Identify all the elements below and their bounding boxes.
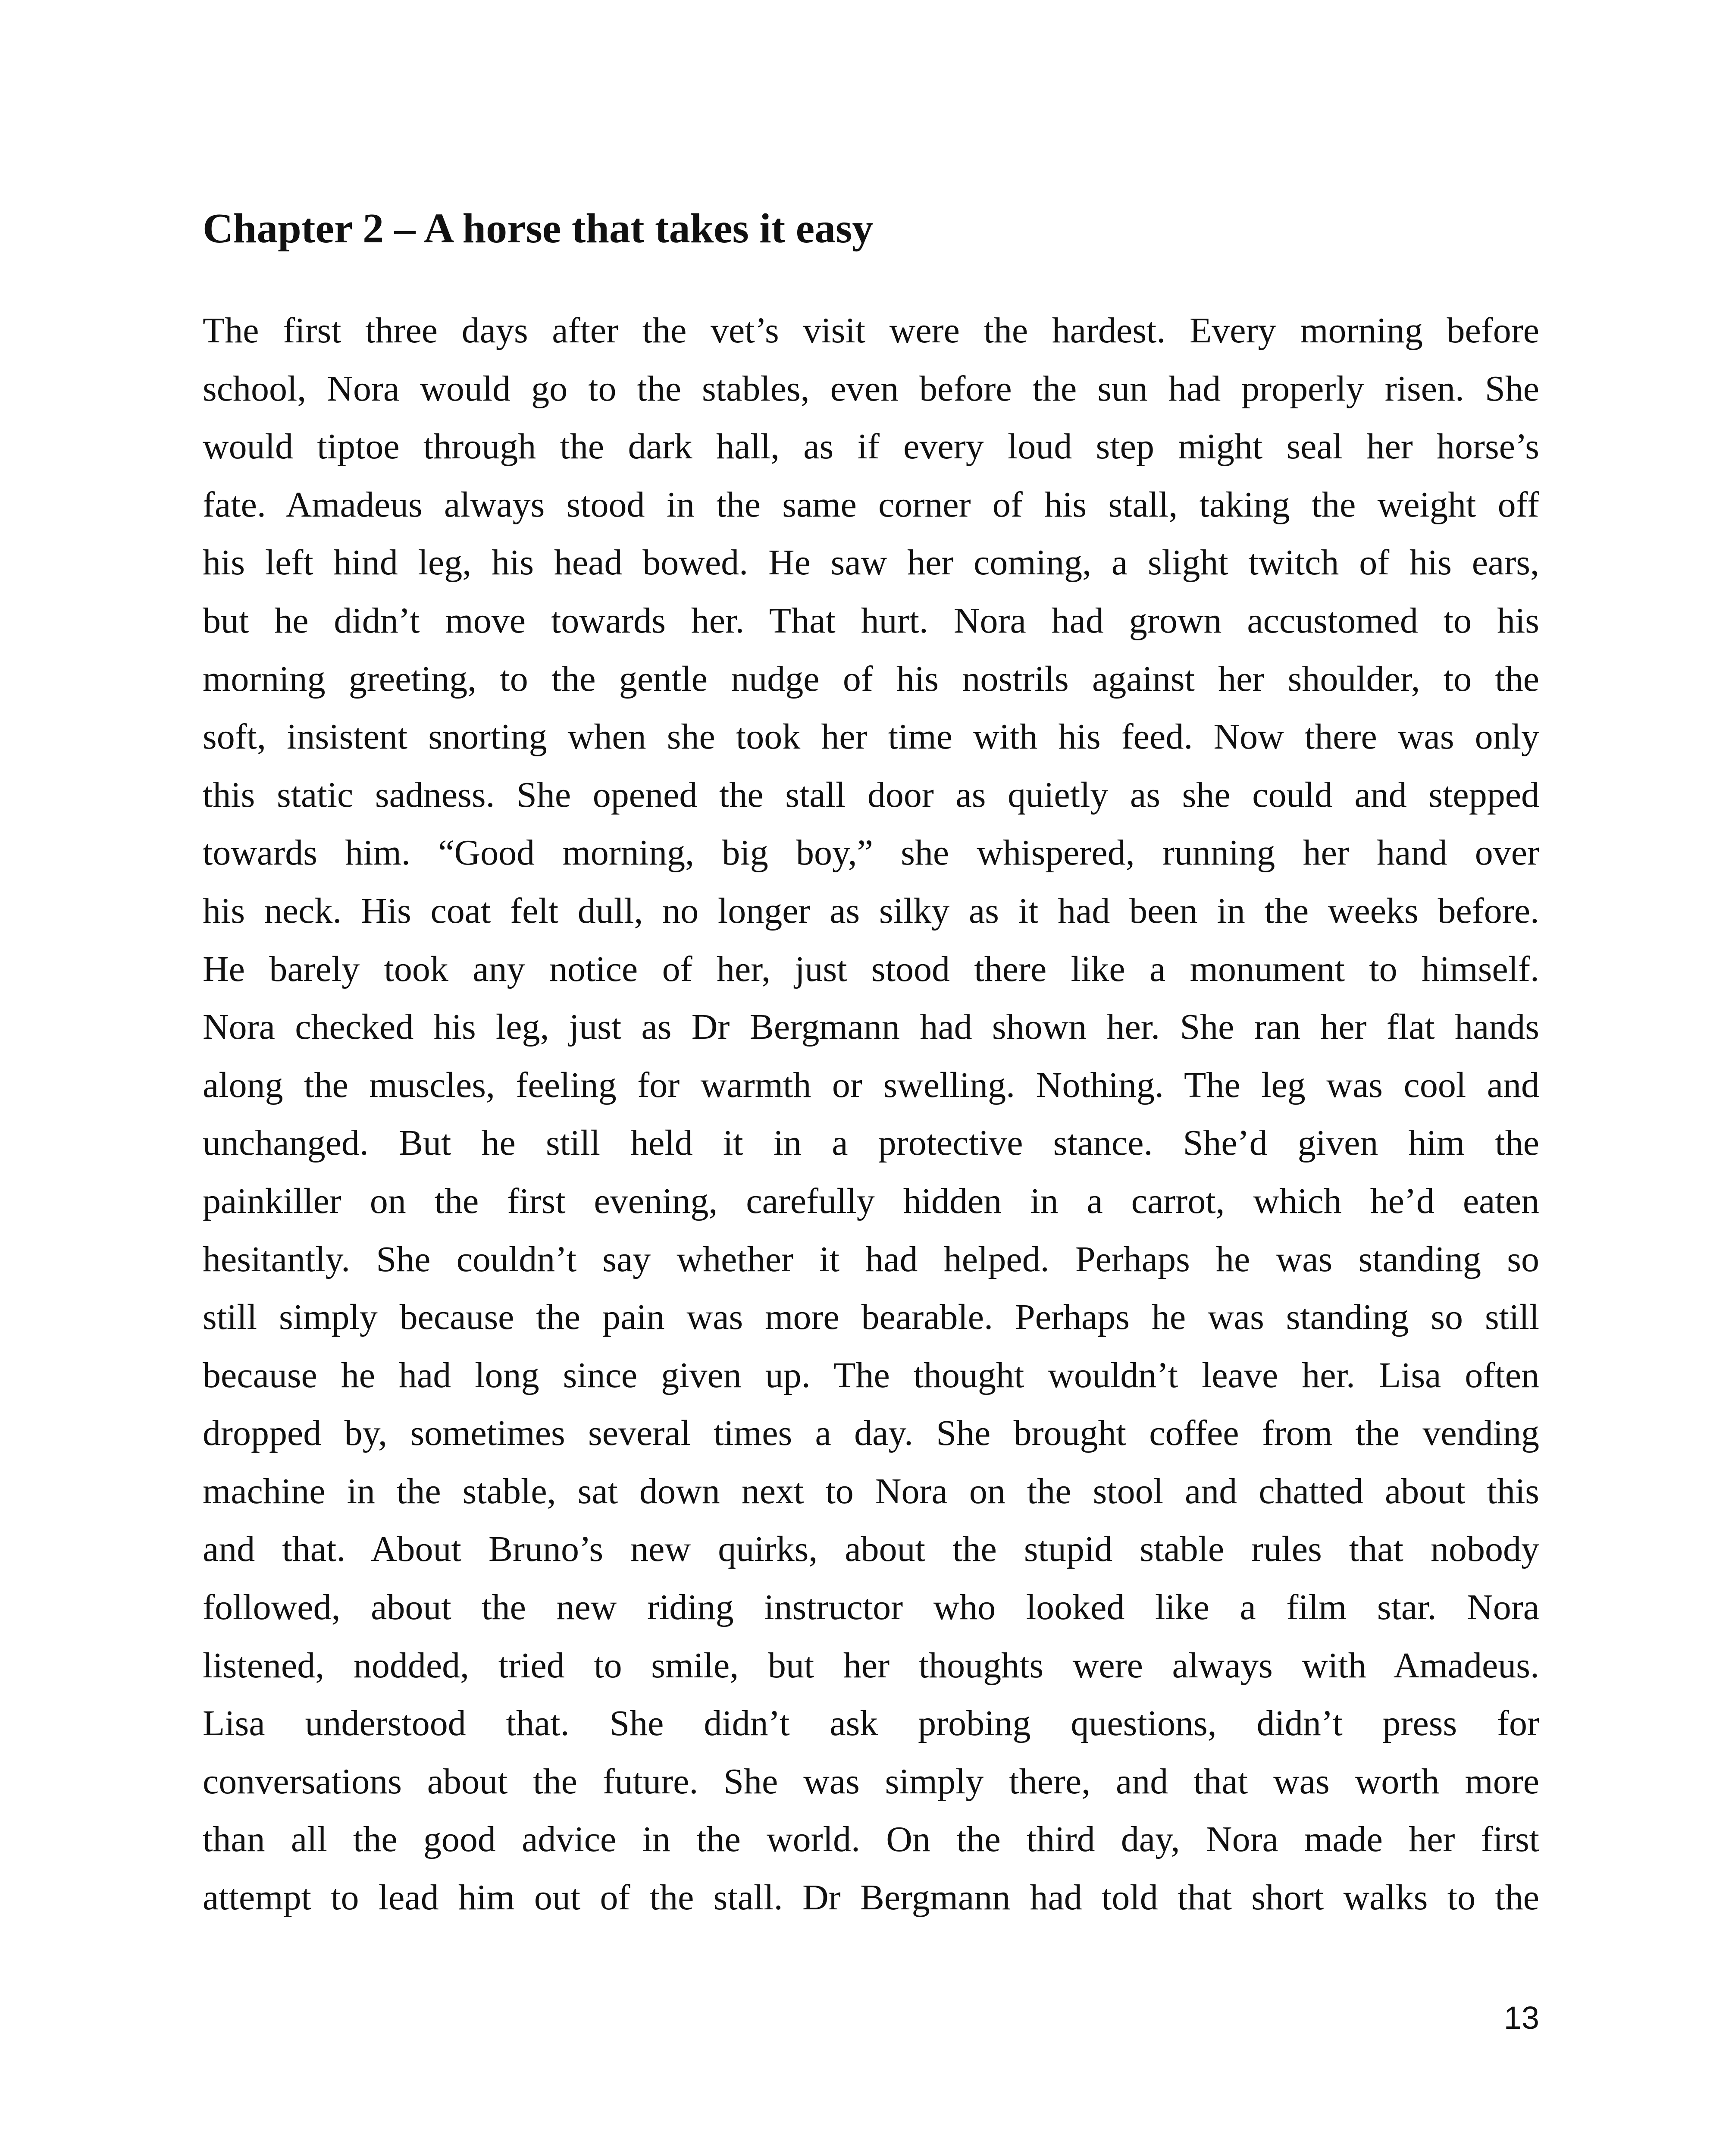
text-line: and that. About Bruno’s new quirks, about the stupid stable rules that nobody: [203, 1529, 1539, 1570]
text-line: because he had long since given up. The thought wouldn’t leave her. Lisa often: [203, 1355, 1539, 1395]
text-line: listened, nodded, tried to smile, but her thoughts were always with Amadeus.: [203, 1645, 1539, 1686]
text-line: along the muscles, feeling for warmth or swelling. Nothing. The leg was cool and: [203, 1065, 1539, 1105]
text-line: hesitantly. She couldn’t say whether it had helped. Perhaps he was standing so: [203, 1239, 1539, 1279]
text-line: Lisa understood that. She didn’t ask probing questions, didn’t press for: [203, 1703, 1539, 1744]
text-line: fate. Amadeus always stood in the same corner of his stall, taking the weight off: [203, 484, 1539, 525]
text-line: soft, insistent snorting when she took her time with his feed. Now there was only: [203, 717, 1539, 757]
text-line: He barely took any notice of her, just stood there like a monument to himself.: [203, 949, 1539, 989]
text-line: still simply because the pain was more bearable. Perhaps he was standing so still: [203, 1297, 1539, 1338]
text-line: attempt to lead him out of the stall. Dr Bergmann had told that short walks to the: [203, 1877, 1539, 1918]
text-line: machine in the stable, sat down next to Nora on the stool and chatted about this: [203, 1471, 1539, 1511]
text-line: school, Nora would go to the stables, even before the sun had properly risen. She: [203, 368, 1539, 409]
text-line: painkiller on the first evening, carefully hidden in a carrot, which he’d eaten: [203, 1181, 1539, 1221]
text-line: than all the good advice in the world. On the third day, Nora made her first: [203, 1819, 1539, 1860]
text-line: conversations about the future. She was simply there, and that was worth more: [203, 1761, 1539, 1802]
text-line: his neck. His coat felt dull, no longer as silky as it had been in the weeks before.: [203, 890, 1539, 931]
text-line: The first three days after the vet’s visit were the hardest. Every morning before: [203, 310, 1539, 351]
text-line: his left hind leg, his head bowed. He saw her coming, a slight twitch of his ears,: [203, 542, 1539, 583]
text-line: but he didn’t move towards her. That hurt. Nora had grown accustomed to his: [203, 600, 1539, 641]
text-line: followed, about the new riding instructor who looked like a film star. Nora: [203, 1587, 1539, 1628]
text-line: unchanged. But he still held it in a protective stance. She’d given him the: [203, 1123, 1539, 1163]
body-text: [203, 302, 1539, 1927]
text-line: Nora checked his leg, just as Dr Bergmann had shown her. She ran her flat hands: [203, 1007, 1539, 1047]
text-line: towards him. “Good morning, big boy,” she whispered, running her hand over: [203, 833, 1539, 873]
page-number: 13: [1503, 2000, 1539, 2036]
text-line: morning greeting, to the gentle nudge of his nostrils against her shoulder, to the: [203, 658, 1539, 699]
text-line: dropped by, sometimes several times a day. She brought coffee from the vending: [203, 1413, 1539, 1454]
text-line: would tiptoe through the dark hall, as if every loud step might seal her horse’s: [203, 426, 1539, 467]
chapter-title: Chapter 2 – A horse that takes it easy: [203, 205, 874, 252]
text-line: this static sadness. She opened the stall door as quietly as she could and stepped: [203, 774, 1539, 815]
